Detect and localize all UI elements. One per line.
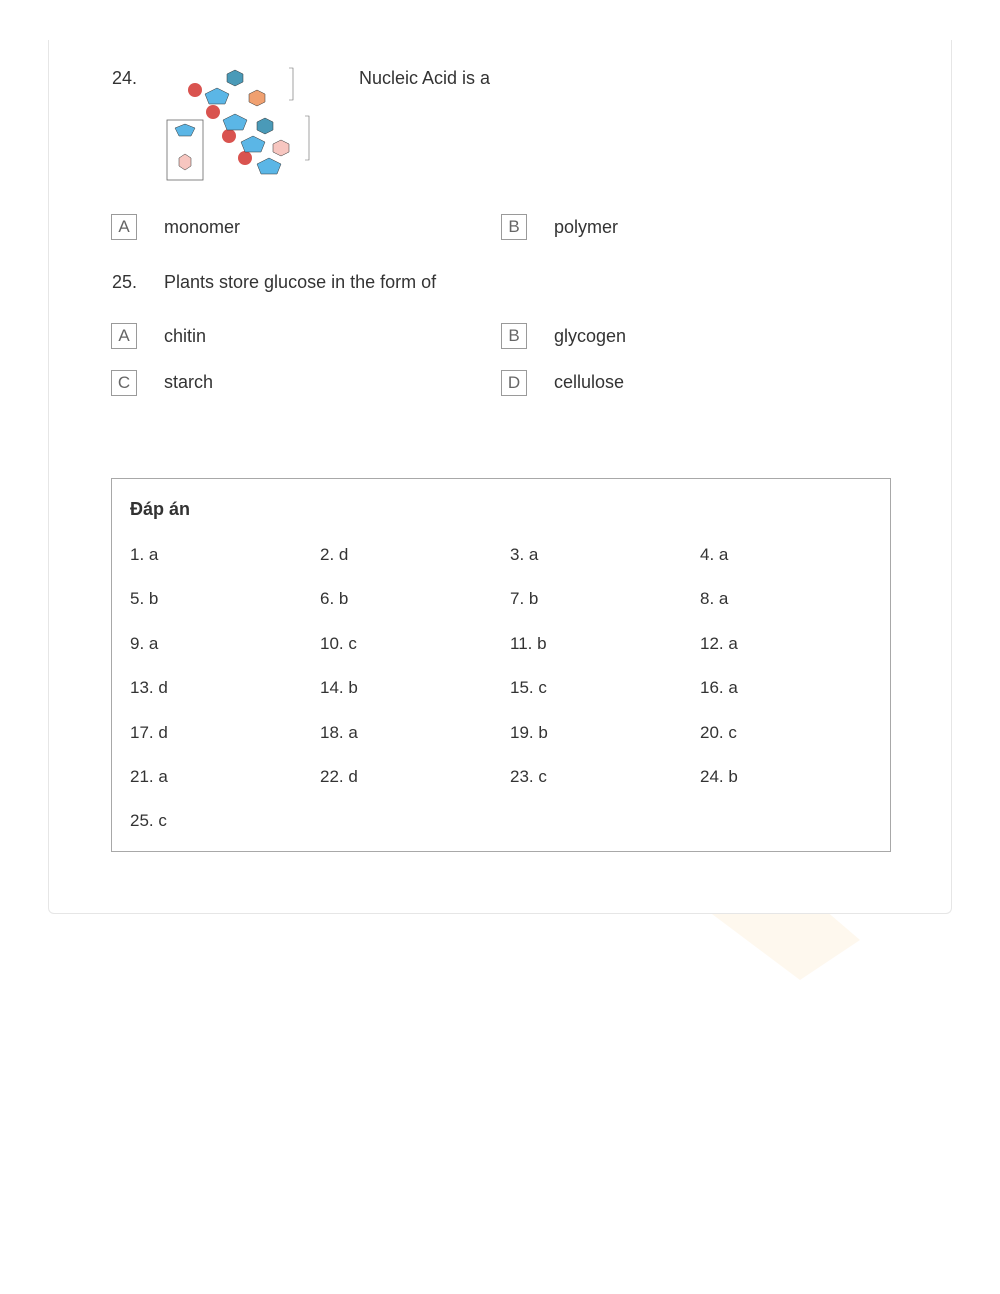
question-25-option-b-box[interactable]: B [501,323,527,349]
question-24-text: Nucleic Acid is a [359,68,491,88]
question-25-text: Plants store glucose in the form of [164,272,437,292]
question-24-option-a-text: monomer [164,217,241,237]
answer-item: 10. c [320,634,357,653]
answer-item: 2. d [320,545,349,564]
question-25-option-c-box[interactable]: C [111,370,137,396]
answer-item: 19. b [510,723,548,742]
answer-item: 17. d [130,723,168,742]
answer-item: 25. c [130,811,167,830]
question-24-option-a-box[interactable]: A [111,214,137,240]
question-25-option-d-box[interactable]: D [501,370,527,396]
question-24-option-b-box[interactable]: B [501,214,527,240]
question-25-option-c-text: starch [164,372,214,392]
answer-item: 8. a [700,589,729,608]
question-25-option-b-text: glycogen [554,326,627,346]
answer-item: 6. b [320,589,349,608]
nucleic-acid-diagram [165,62,345,188]
answer-key-title: Đáp án [130,499,191,519]
answer-item: 7. b [510,589,539,608]
answer-item: 1. a [130,545,159,564]
answer-item: 9. a [130,634,159,653]
answer-item: 20. c [700,723,737,742]
answer-item: 11. b [510,634,547,653]
answer-item: 22. d [320,767,358,786]
answer-item: 13. d [130,678,168,697]
question-25-option-d-text: cellulose [554,372,625,392]
question-25-number: 25. [112,272,138,292]
answer-item: 5. b [130,589,159,608]
answer-item: 21. a [130,767,168,786]
question-25-option-a-box[interactable]: A [111,323,137,349]
question-24-number: 24. [112,68,138,88]
answer-item: 23. c [510,767,547,786]
question-25-option-a-text: chitin [164,326,207,346]
answer-item: 3. a [510,545,539,564]
answer-key-box [111,478,891,852]
answer-item: 16. a [700,678,738,697]
answer-item: 24. b [700,767,738,786]
answer-item: 14. b [320,678,358,697]
answer-item: 12. a [700,634,738,653]
answer-item: 15. c [510,678,547,697]
question-24-option-b-text: polymer [554,217,619,237]
answer-item: 18. a [320,723,358,742]
answer-item: 4. a [700,545,729,564]
